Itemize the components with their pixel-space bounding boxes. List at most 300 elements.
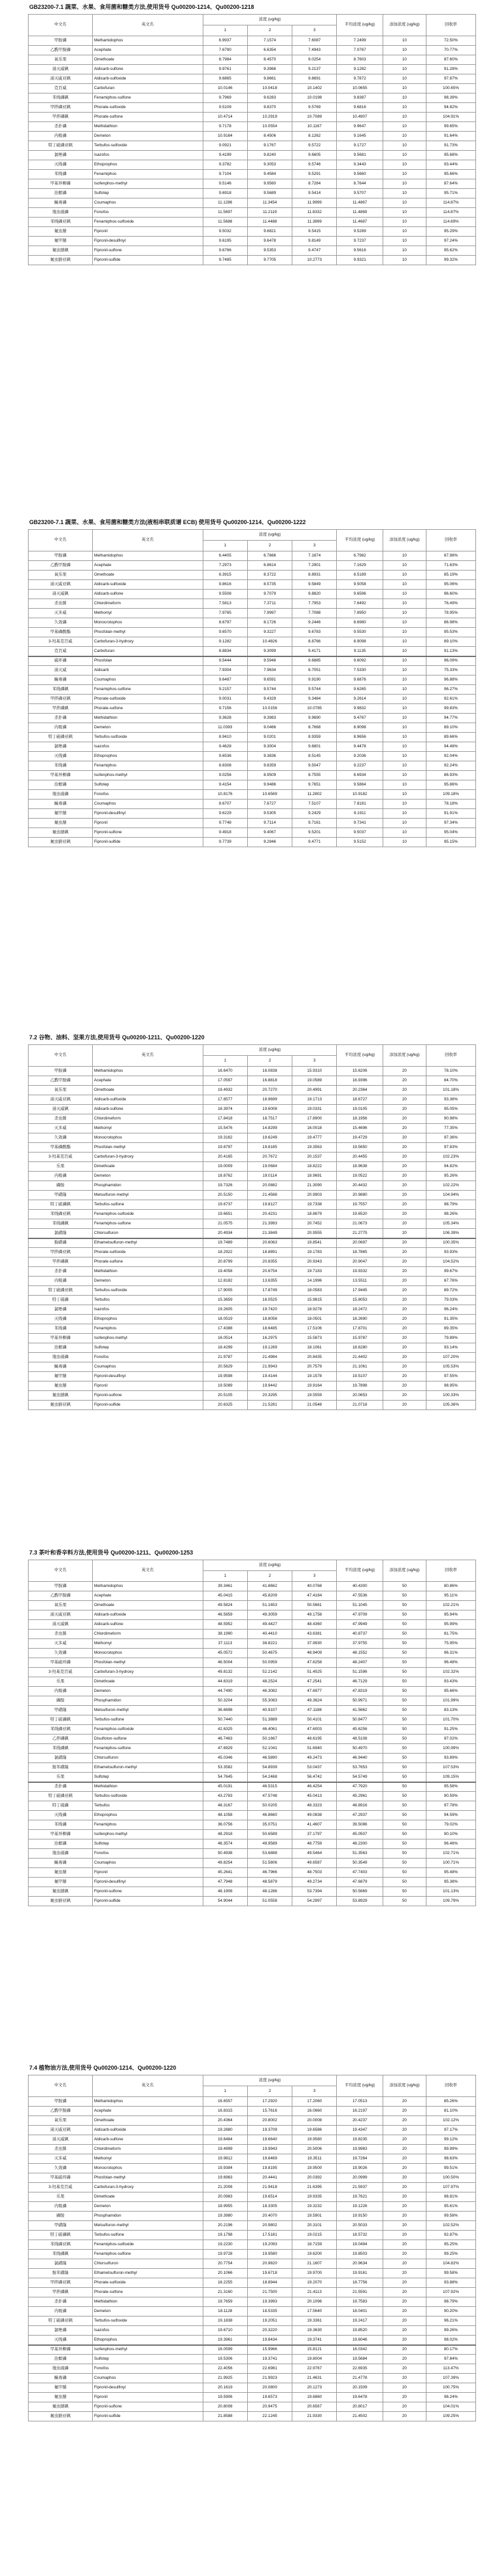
cell-average: 19.0105	[337, 1105, 383, 1114]
cell-average: 9.2237	[337, 761, 383, 771]
cell-recovery: 98.02%	[426, 2336, 475, 2345]
table-row	[29, 780, 476, 790]
cell-replicate-1: 9.5146	[203, 179, 247, 189]
cell-recovery: 89.35%	[426, 1324, 475, 1334]
cell-replicate-2: 9.5305	[247, 809, 292, 819]
table-row	[29, 74, 476, 84]
cell-replicate-3: 9.5849	[292, 580, 337, 590]
cell-recovery: 76.49%	[426, 599, 475, 609]
cell-replicate-3: 19.6860	[292, 2393, 337, 2402]
cell-replicate-3: 18.7159	[292, 2240, 337, 2250]
cell-replicate-1: 19.3162	[203, 1133, 247, 1143]
table-row	[29, 1334, 476, 1343]
cell-added: 10	[383, 790, 426, 800]
cell-replicate-3: 21.9330	[292, 2412, 337, 2421]
table-row	[29, 2288, 476, 2297]
table-row	[29, 2402, 476, 2412]
cell-replicate-3: 7.4943	[292, 46, 337, 55]
cell-replicate-2: 9.0201	[247, 733, 292, 742]
cell-replicate-3: 19.9700	[292, 2269, 337, 2278]
cell-replicate-1: 18.9955	[203, 2202, 247, 2212]
table-row	[29, 1257, 476, 1267]
cell-replicate-1: 20.8008	[203, 2402, 247, 2412]
cell-english-name: Carbofuran	[93, 647, 203, 656]
cell-replicate-3: 20.0008	[292, 2116, 337, 2126]
cell-english-name: Sulfotep	[93, 189, 203, 198]
cell-english-name: Aldicarb-sulfone	[93, 1620, 203, 1630]
cell-recovery: 80.86%	[426, 1582, 475, 1591]
section-title: 7.4 植物油方法,使用货号 Qu00200-1214、Qu00200-1220	[29, 2065, 177, 2071]
cell-recovery: 92.87%	[426, 2231, 475, 2240]
header-added: 添加浓度 (ug/kg)	[383, 2075, 426, 2097]
cell-replicate-1: 9.6766	[203, 246, 247, 256]
cell-recovery: 71.63%	[426, 561, 475, 571]
cell-replicate-2: 20.8002	[247, 2116, 292, 2126]
cell-replicate-2: 51.3889	[247, 1715, 292, 1725]
cell-replicate-1: 19.9598	[203, 1372, 247, 1381]
cell-replicate-3: 19.9164	[292, 1381, 337, 1391]
cell-replicate-1: 19.5089	[203, 1381, 247, 1391]
cell-average: 45.2961	[337, 1792, 383, 1801]
cell-english-name: Aldicarb-sulfone	[93, 65, 203, 74]
table-row	[29, 1267, 476, 1277]
cell-chinese-name: 灭线磷	[29, 1811, 93, 1820]
cell-replicate-1: 48.5952	[203, 1620, 247, 1630]
cell-added: 50	[383, 1792, 426, 1801]
cell-replicate-1: 19.0009	[203, 1162, 247, 1172]
table-row	[29, 1114, 476, 1124]
table-row	[29, 2345, 476, 2355]
cell-english-name: Aldicarb-sulfoxide	[93, 2126, 203, 2135]
cell-average: 45.6256	[337, 1725, 383, 1735]
cell-replicate-2: 20.9820	[247, 2259, 292, 2269]
cell-average: 45.0507	[337, 1830, 383, 1839]
table-row	[29, 1296, 476, 1305]
table-row	[29, 828, 476, 838]
cell-replicate-2: 51.1653	[247, 1601, 292, 1610]
cell-average: 9.2036	[337, 752, 383, 761]
cell-recovery: 75.33%	[426, 666, 475, 675]
cell-recovery: 77.35%	[426, 1124, 475, 1133]
cell-recovery: 91.28%	[426, 65, 475, 74]
cell-recovery: 94.48%	[426, 742, 475, 752]
table-row	[29, 1744, 476, 1754]
cell-replicate-1: 47.6929	[203, 1744, 247, 1754]
cell-replicate-3: 9.0254	[292, 55, 337, 65]
cell-added: 10	[383, 580, 426, 590]
cell-english-name: Coumaphos	[93, 1859, 203, 1868]
table-row	[29, 1639, 476, 1649]
cell-replicate-1: 9.7739	[203, 838, 247, 847]
table-row	[29, 800, 476, 809]
cell-replicate-3: 20.4991	[292, 1086, 337, 1095]
cell-chinese-name: 甲基异柳磷	[29, 771, 93, 780]
cell-added: 50	[383, 1601, 426, 1610]
cell-replicate-2: 17.8749	[247, 1286, 292, 1296]
cell-replicate-2: 10.0156	[247, 704, 292, 714]
cell-chinese-name: 甲胺磷	[29, 1067, 93, 1076]
cell-added: 20	[383, 1200, 426, 1210]
table-row	[29, 160, 476, 170]
cell-added: 10	[383, 590, 426, 599]
table-row	[29, 2393, 476, 2402]
cell-replicate-3: 49.6587	[292, 1859, 337, 1868]
cell-added: 10	[383, 723, 426, 733]
cell-chinese-name: 氟甲腈	[29, 1878, 93, 1887]
cell-average: 20.2364	[337, 1086, 383, 1095]
cell-replicate-2: 9.3004	[247, 742, 292, 752]
cell-replicate-1: 44.7490	[203, 1687, 247, 1696]
cell-chinese-name: 甲磺隆	[29, 1706, 93, 1715]
cell-average: 9.1911	[337, 809, 383, 819]
table-row	[29, 1324, 476, 1334]
cell-recovery: 96.27%	[426, 685, 475, 695]
cell-chinese-name: 甲磺隆	[29, 2221, 93, 2231]
cell-recovery: 94.82%	[426, 1162, 475, 1172]
cell-replicate-3: 9.5722	[292, 141, 337, 151]
cell-recovery: 96.21%	[426, 2316, 475, 2326]
cell-chinese-name: 甲拌磷砜	[29, 2288, 93, 2297]
cell-recovery: 100.75%	[426, 2383, 475, 2393]
cell-chinese-name: 治螟磷	[29, 780, 93, 790]
table-row	[29, 1591, 476, 1601]
cell-replicate-3: 10.0785	[292, 704, 337, 714]
cell-english-name: Terbufos-sulfone	[93, 1715, 203, 1725]
cell-replicate-3: 56.4742	[292, 1773, 337, 1782]
table-row	[29, 1792, 476, 1801]
cell-replicate-2: 16.0838	[247, 1067, 292, 1076]
cell-replicate-1: 49.8132	[203, 1668, 247, 1677]
cell-replicate-3: 47.2541	[292, 1677, 337, 1687]
cell-english-name: Acephate	[93, 561, 203, 571]
cell-average: 19.9026	[337, 2164, 383, 2173]
cell-average: 19.4347	[337, 2126, 383, 2135]
cell-recovery: 72.50%	[426, 36, 475, 46]
cell-replicate-1: 36.6698	[203, 1706, 247, 1715]
cell-replicate-2: 49.3059	[247, 1610, 292, 1620]
cell-english-name: Methamidophos	[93, 2097, 203, 2107]
cell-replicate-3: 21.4113	[292, 2288, 337, 2297]
cell-replicate-3: 9.5047	[292, 761, 337, 771]
cell-average: 21.5591	[337, 2288, 383, 2297]
cell-replicate-2: 11.4488	[247, 218, 292, 227]
table-row	[29, 1630, 476, 1639]
cell-replicate-1: 9.0921	[203, 141, 247, 151]
cell-english-name: Phosfolan	[93, 656, 203, 666]
cell-chinese-name: 特丁硫磷亚砜	[29, 1286, 93, 1296]
cell-replicate-1: 53.3582	[203, 1763, 247, 1773]
cell-added: 20	[383, 2297, 426, 2307]
cell-replicate-3: 10.1402	[292, 84, 337, 93]
cell-english-name: Terbufos-sulfoxide	[93, 2316, 203, 2326]
cell-added: 10	[383, 838, 426, 847]
cell-added: 50	[383, 1630, 426, 1639]
cell-replicate-2: 20.0800	[247, 2383, 292, 2393]
cell-chinese-name: 杀扑磷	[29, 1782, 93, 1792]
cell-replicate-1: 45.0572	[203, 1649, 247, 1658]
cell-added: 10	[383, 828, 426, 838]
cell-recovery: 100.35%	[426, 1238, 475, 1248]
cell-replicate-1: 17.8577	[203, 1095, 247, 1105]
cell-recovery: 101.70%	[426, 1715, 475, 1725]
cell-english-name: Carbofuran-3-hydroxy	[93, 2183, 203, 2192]
cell-added: 10	[383, 36, 426, 46]
cell-replicate-1: 50.7440	[203, 1715, 247, 1725]
cell-replicate-2: 9.4329	[247, 695, 292, 704]
cell-added: 20	[383, 2259, 426, 2269]
cell-chinese-name: 乙酰甲胺磷	[29, 1076, 93, 1086]
table-row	[29, 656, 476, 666]
cell-replicate-3: 50.5661	[292, 1601, 337, 1610]
cell-added: 10	[383, 256, 426, 265]
table-row	[29, 1601, 476, 1610]
cell-average: 9.3443	[337, 160, 383, 170]
cell-added: 10	[383, 714, 426, 723]
cell-added: 20	[383, 1229, 426, 1238]
cell-recovery: 93.88%	[426, 2278, 475, 2288]
cell-chinese-name: 乙拌磷砜	[29, 1735, 93, 1744]
table-row	[29, 628, 476, 637]
cell-english-name: Isazofos	[93, 1305, 203, 1315]
table-row	[29, 1696, 476, 1706]
cell-average: 40.8737	[337, 1630, 383, 1639]
cell-replicate-1: 7.6790	[203, 46, 247, 55]
table-row	[29, 141, 476, 151]
cell-english-name: Terbufos-sulfone	[93, 1200, 203, 1210]
cell-recovery: 95.62%	[426, 246, 475, 256]
table-row	[29, 2364, 476, 2374]
cell-replicate-1: 47.7948	[203, 1878, 247, 1887]
cell-replicate-2: 9.2946	[247, 838, 292, 847]
cell-english-name: Fenamiphos	[93, 170, 203, 179]
cell-english-name: Coumaphos	[93, 675, 203, 685]
cell-added: 20	[383, 2316, 426, 2326]
cell-replicate-3: 6.7051	[292, 666, 337, 675]
cell-replicate-1: 9.6487	[203, 675, 247, 685]
cell-replicate-2: 46.5890	[247, 1754, 292, 1763]
table-row	[29, 723, 476, 733]
cell-replicate-2: 21.4588	[247, 1191, 292, 1200]
cell-chinese-name: 内吸磷	[29, 1277, 93, 1286]
table-row	[29, 2126, 476, 2135]
cell-english-name: Methamidophos	[93, 551, 203, 561]
table-row	[29, 733, 476, 742]
cell-replicate-2: 19.3741	[247, 2355, 292, 2364]
cell-english-name: Fonofos	[93, 2364, 203, 2374]
cell-english-name: Ethoprophos	[93, 160, 203, 170]
cell-added: 10	[383, 141, 426, 151]
cell-chinese-name: 灭多威	[29, 609, 93, 618]
cell-english-name: Chlordimeform	[93, 1630, 203, 1639]
cell-replicate-3: 37.9930	[292, 1639, 337, 1649]
table-row	[29, 771, 476, 780]
table-row	[29, 2374, 476, 2383]
header-english-name: 英文名	[93, 1560, 203, 1582]
cell-english-name: Fipronil-desulfinyl	[93, 1878, 203, 1887]
cell-recovery: 94.59%	[426, 1811, 475, 1820]
cell-replicate-1: 6.9937	[203, 36, 247, 46]
cell-chinese-name: 苯线磷	[29, 170, 93, 179]
cell-chinese-name: 涕灭威	[29, 666, 93, 675]
cell-added: 50	[383, 1725, 426, 1735]
cell-english-name: Fenamiphos-sulfone	[93, 1744, 203, 1754]
cell-average: 19.7264	[337, 2154, 383, 2164]
cell-replicate-3: 47.4184	[292, 1591, 337, 1601]
cell-replicate-3: 10.7089	[292, 113, 337, 122]
cell-recovery: 99.26%	[426, 2326, 475, 2336]
cell-average: 8.7644	[337, 179, 383, 189]
table-row	[29, 1286, 476, 1296]
header-chinese-name: 中文名	[29, 530, 93, 551]
cell-average: 20.0697	[337, 1238, 383, 1248]
cell-english-name: Ethoprophos	[93, 2336, 203, 2345]
cell-english-name: Fonofos	[93, 1353, 203, 1362]
table-row	[29, 93, 476, 103]
cell-replicate-1: 45.0415	[203, 1591, 247, 1601]
cell-added: 20	[383, 2364, 426, 2374]
cell-chinese-name: 氟虫腈	[29, 1381, 93, 1391]
cell-english-name: Fonofos	[93, 790, 203, 800]
cell-average: 48.2300	[337, 1839, 383, 1849]
cell-replicate-1: 16.0514	[203, 1334, 247, 1343]
cell-average: 9.5152	[337, 838, 383, 847]
cell-replicate-2: 19.9442	[247, 1381, 292, 1391]
cell-replicate-3: 19.7183	[292, 1267, 337, 1277]
cell-chinese-name: 杀虫脒	[29, 599, 93, 609]
cell-replicate-1: 11.5688	[203, 218, 247, 227]
cell-added: 20	[383, 1124, 426, 1133]
cell-average: 40.4300	[337, 1582, 383, 1591]
cell-english-name: Acephate	[93, 1591, 203, 1601]
cell-english-name: Fenamiphos-sulfone	[93, 93, 203, 103]
cell-average: 9.5681	[337, 151, 383, 160]
cell-chinese-name: 涕灭威砜	[29, 590, 93, 599]
table-row	[29, 208, 476, 218]
cell-english-name: Fenamiphos-sulfone	[93, 1219, 203, 1229]
cell-english-name: Terbufos-sulfoxide	[93, 141, 203, 151]
cell-average: 17.9445	[337, 1286, 383, 1296]
cell-replicate-3: 19.1713	[292, 1095, 337, 1105]
cell-chinese-name: 氟虫腈	[29, 227, 93, 237]
cell-recovery: 97.24%	[426, 237, 475, 246]
table-row	[29, 1897, 476, 1906]
cell-replicate-2: 8.4570	[247, 55, 292, 65]
cell-added: 10	[383, 647, 426, 656]
recovery-table	[28, 529, 476, 847]
cell-recovery: 107.97%	[426, 2183, 475, 2192]
cell-english-name: Monocrotophos	[93, 1649, 203, 1658]
cell-english-name: Fipronil-desulfinyl	[93, 809, 203, 819]
cell-recovery: 67.76%	[426, 1277, 475, 1286]
cell-chinese-name: 涕灭威亚砜	[29, 1095, 93, 1105]
cell-english-name: Terbufos-sulfoxide	[93, 1792, 203, 1801]
cell-replicate-3: 47.1188	[292, 1706, 337, 1715]
cell-english-name: Fenamiphos	[93, 1324, 203, 1334]
cell-average: 21.2775	[337, 1229, 383, 1238]
cell-added: 50	[383, 1668, 426, 1677]
cell-average: 47.7403	[337, 1868, 383, 1878]
cell-replicate-1: 48.3167	[203, 1801, 247, 1811]
cell-recovery: 102.21%	[426, 1601, 475, 1610]
header-recovery: 回收率	[426, 530, 475, 551]
table-row	[29, 666, 476, 675]
cell-chinese-name: 甲拌磷砜	[29, 1257, 93, 1267]
cell-added: 10	[383, 752, 426, 761]
table-row	[29, 1849, 476, 1859]
cell-added: 20	[383, 1172, 426, 1181]
cell-replicate-2: 9.5948	[247, 656, 292, 666]
cell-replicate-1: 9.4199	[203, 151, 247, 160]
table-row	[29, 2212, 476, 2221]
cell-chinese-name: 灭多威	[29, 1124, 93, 1133]
cell-recovery: 93.43%	[426, 1677, 475, 1687]
cell-average: 41.5662	[337, 1706, 383, 1715]
cell-replicate-3: 8.7284	[292, 179, 337, 189]
cell-replicate-2: 9.8661	[247, 74, 292, 84]
cell-added: 50	[383, 1639, 426, 1649]
cell-recovery: 107.20%	[426, 1353, 475, 1362]
cell-chinese-name: 3-羟基克百威	[29, 1153, 93, 1162]
cell-added: 20	[383, 1210, 426, 1219]
cell-english-name: Disulfoton-sulfone	[93, 1735, 203, 1744]
cell-recovery: 97.34%	[426, 819, 475, 828]
cell-chinese-name: 胺苯磺隆	[29, 2269, 93, 2278]
cell-recovery: 79.02%	[426, 1820, 475, 1830]
cell-recovery: 95.48%	[426, 1868, 475, 1878]
cell-replicate-3: 19.8541	[292, 1238, 337, 1248]
cell-english-name: Isazofos	[93, 742, 203, 752]
cell-recovery: 99.99%	[426, 2145, 475, 2154]
cell-average: 17.0513	[337, 2097, 383, 2107]
cell-chinese-name: 甲基异柳磷	[29, 2345, 93, 2355]
section-title: 7.2 谷物、油料、坚果方法,使用货号 Qu00200-1211、Qu00200-1220	[29, 1034, 205, 1041]
cell-replicate-2: 19.6640	[247, 2135, 292, 2145]
cell-chinese-name: 杀虫脒	[29, 1114, 93, 1124]
cell-average: 39.5086	[337, 1820, 383, 1830]
cell-replicate-3: 9.5746	[292, 160, 337, 170]
cell-recovery: 90.59%	[426, 1792, 475, 1801]
cell-replicate-3: 9.7651	[292, 780, 337, 790]
cell-added: 50	[383, 1763, 426, 1773]
cell-average: 13.5511	[337, 1277, 383, 1286]
cell-replicate-2: 10.6569	[247, 790, 292, 800]
cell-replicate-2: 21.5281	[247, 1401, 292, 1410]
cell-replicate-2: 6.7666	[247, 551, 292, 561]
cell-replicate-2: 19.6249	[247, 1133, 292, 1143]
cell-replicate-1: 9.4918	[203, 828, 247, 838]
table-row	[29, 198, 476, 208]
cell-replicate-3: 15.8121	[292, 2345, 337, 2355]
table-row	[29, 809, 476, 819]
cell-replicate-2: 9.4584	[247, 170, 292, 179]
cell-english-name: Phorate-sulfoxide	[93, 103, 203, 113]
cell-average: 20.9634	[337, 2259, 383, 2269]
cell-replicate-2: 22.1245	[247, 2412, 292, 2421]
report-section	[28, 1030, 476, 1546]
cell-recovery: 101.13%	[426, 1887, 475, 1897]
cell-chinese-name: 氟虫腈砜	[29, 1887, 93, 1897]
cell-recovery: 113.47%	[426, 2364, 475, 2374]
cell-chinese-name: 苯线磷	[29, 761, 93, 771]
cell-chinese-name: 蝇毒磷	[29, 675, 93, 685]
cell-replicate-3: 19.3232	[292, 2202, 337, 2212]
cell-recovery: 81.75%	[426, 1630, 475, 1639]
cell-average: 19.8235	[337, 2135, 383, 2145]
cell-replicate-1: 18.1128	[203, 2307, 247, 2316]
cell-average: 7.8950	[337, 609, 383, 618]
table-row	[29, 122, 476, 132]
cell-recovery: 114.69%	[426, 218, 475, 227]
